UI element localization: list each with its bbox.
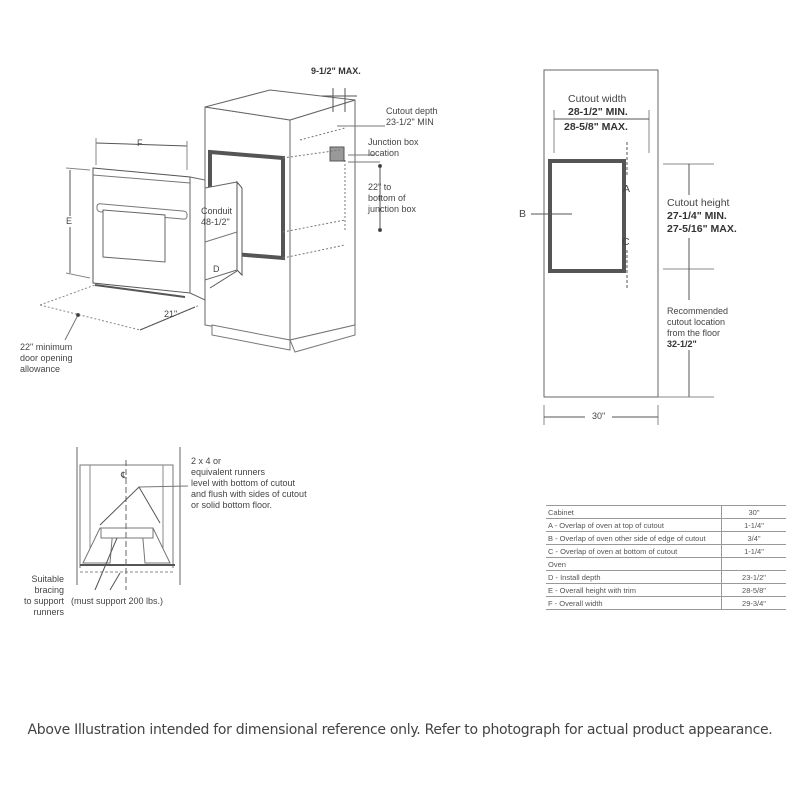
table-row: Oven (546, 558, 786, 571)
table-row: Cabinet 30" (546, 506, 786, 519)
table-row: F - Overall width 29-3/4" (546, 597, 786, 610)
cutout-width-min: 28-1/2" MIN. (568, 106, 628, 118)
support-note: (must support 200 lbs.) (71, 596, 164, 606)
label-e: E (66, 216, 73, 226)
junction-height-line3: junction box (368, 204, 417, 214)
cutout-width-title: Cutout width (568, 93, 627, 105)
junction-box-line1: Junction box (368, 137, 419, 147)
recommended-line2: cutout location (667, 317, 726, 327)
table-row: C - Overlap of oven at bottom of cutout 1-1/4" (546, 545, 786, 558)
label-c: C (622, 236, 630, 248)
cutout-height-min: 27-1/4" MIN. (667, 210, 727, 222)
door-allowance-line1: 22" minimum (20, 342, 73, 352)
cabinet-width-dim: 30" (592, 411, 606, 421)
junction-height-line2: bottom of (368, 193, 406, 203)
door-allowance-line3: allowance (20, 364, 61, 374)
runners-note-4: and flush with sides of cutout (191, 489, 307, 499)
bracing-note-1: Suitable (31, 574, 64, 584)
conduit-title: Conduit (201, 206, 233, 216)
junction-height-line1: 22" to (368, 182, 392, 192)
conduit-value: 48-1/2" (201, 217, 230, 227)
recommended-line1: Recommended (667, 306, 729, 316)
spec-table (546, 505, 786, 610)
runner-support-view (77, 447, 188, 590)
bracing-note-2: bracing (34, 585, 64, 595)
top-max-dim: 9-1/2" MAX. (311, 66, 361, 76)
label-d: D (213, 264, 220, 274)
cutout-height-title: Cutout height (667, 197, 730, 209)
junction-box-line2: location (368, 148, 400, 158)
cutout-depth-title: Cutout depth (386, 106, 438, 116)
runners-note-2: equivalent runners (191, 467, 266, 477)
bracing-note-3: to support (23, 596, 64, 606)
door-allowance-line2: door opening (20, 353, 73, 363)
table-row: D - Install depth 23-1/2" (546, 571, 786, 584)
table-row: B - Overlap of oven other side of edge of cutout 3/4" (546, 532, 786, 545)
cutout-width-max: 28-5/8" MAX. (564, 121, 628, 133)
runners-note-5: or solid bottom floor. (191, 500, 273, 510)
cutout-depth-value: 23-1/2" MIN (386, 117, 434, 127)
bracing-note-4: runners (33, 607, 64, 617)
floor-depth-dim: 21" (164, 309, 178, 319)
recommended-line3: from the floor (667, 328, 721, 338)
cutout-height-max: 27-5/16" MAX. (667, 223, 737, 235)
disclaimer-footer: Above Illustration intended for dimensional reference only. Refer to photograph for actual product appearance. (27, 722, 773, 738)
runners-note-1: 2 x 4 or (191, 456, 222, 466)
recommended-value: 32-1/2" (667, 339, 697, 349)
table-row: A - Overlap of oven at top of cutout 1-1/4" (546, 519, 786, 532)
runners-note-3: level with bottom of cutout (191, 478, 296, 488)
label-b: B (519, 208, 527, 220)
label-a: A (623, 183, 631, 195)
label-f: F (137, 138, 143, 148)
table-row: E - Overall height with trim 28-5/8" (546, 584, 786, 597)
centerline-symbol: ℄ (121, 470, 127, 480)
